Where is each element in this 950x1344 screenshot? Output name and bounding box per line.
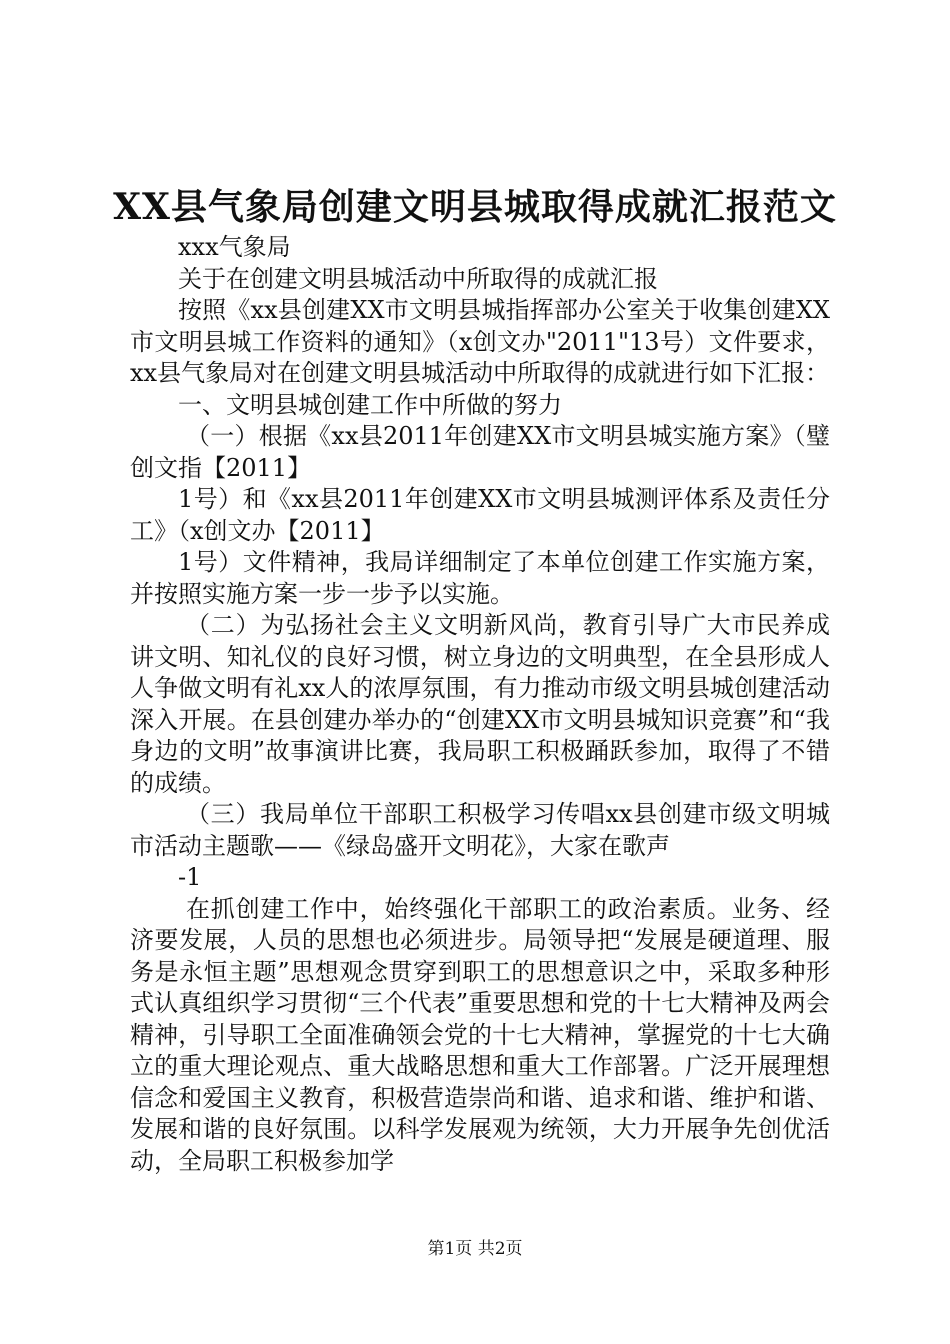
document-body — [130, 232, 830, 1177]
section-heading-1: 一、文明县城创建工作中所做的努力 — [178, 390, 562, 419]
paragraph-subtitle: 关于在创建文明县城活动中所取得的成就汇报 — [178, 264, 658, 293]
paragraph-item-1: （一）根据《xx县2011年创建XX市文明县城实施方案》（璧创文指【2011】 — [130, 422, 830, 482]
page-footer: 第1页 共2页 — [427, 1239, 523, 1259]
paragraph-item-1-cont: 1号）和《xx县2011年创建XX市文明县城测评体系及责任分工》（x创文办【2011】 — [130, 485, 830, 545]
document-title: XX县气象局创建文明县城取得成就汇报范文 — [113, 186, 837, 228]
paragraph-item-2: （二）为弘扬社会主义文明新风尚，教育引导广大市民养成讲文明、知礼仪的良好习惯，树立身边的文明典型，在全县形成人人争做文明有礼xx人的浓厚氛围，有力推动市级文明县城创建活动深入开展。在县创建办举办的“创建XX市文明县城知识竞赛”和“我身边的文明”故事演讲比赛，我局职工积极踊跃参加，取得了不错的成绩。 — [130, 611, 830, 797]
paragraph-political: 在抓创建工作中，始终强化干部职工的政治素质。业务、经济要发展，人员的思想也必须进步。局领导把“发展是硬道理、服务是永恒主题”思想观念贯穿到职工的思想意识之中，采取多种形式认真组织学习贯彻“三个代表”重要思想和党的十七大精神及两会精神，引导职工全面准确领会党的十七大精神，掌握党的十七大确立的重大理论观点、重大战略思想和重大工作部署。广泛开展理想信念和爱国主义教育，积极营造崇尚和谐、追求和谐、维护和谐、发展和谐的良好氛围。以科学发展观为统领，大力开展争先创优活动，全局职工积极参加学 — [130, 894, 830, 1175]
paragraph-item-3: （三）我局单位干部职工积极学习传唱xx县创建市级文明城市活动主题歌——《绿岛盛开文明花》，大家在歌声 — [130, 800, 830, 860]
paragraph-item-1-end: 1号）文件精神，我局详细制定了本单位创建工作实施方案，并按照实施方案一步一步予以实施。 — [130, 548, 830, 608]
paragraph-intro: 按照《xx县创建XX市文明县城指挥部办公室关于收集创建XX市文明县城工作资料的通知》（x创文办"2011"13号）文件要求，xx县气象局对在创建文明县城活动中所取得的成就进行如下汇报： — [130, 296, 830, 387]
paragraph-organization: xxx气象局 — [178, 233, 291, 261]
page-marker: -1 — [178, 863, 202, 891]
